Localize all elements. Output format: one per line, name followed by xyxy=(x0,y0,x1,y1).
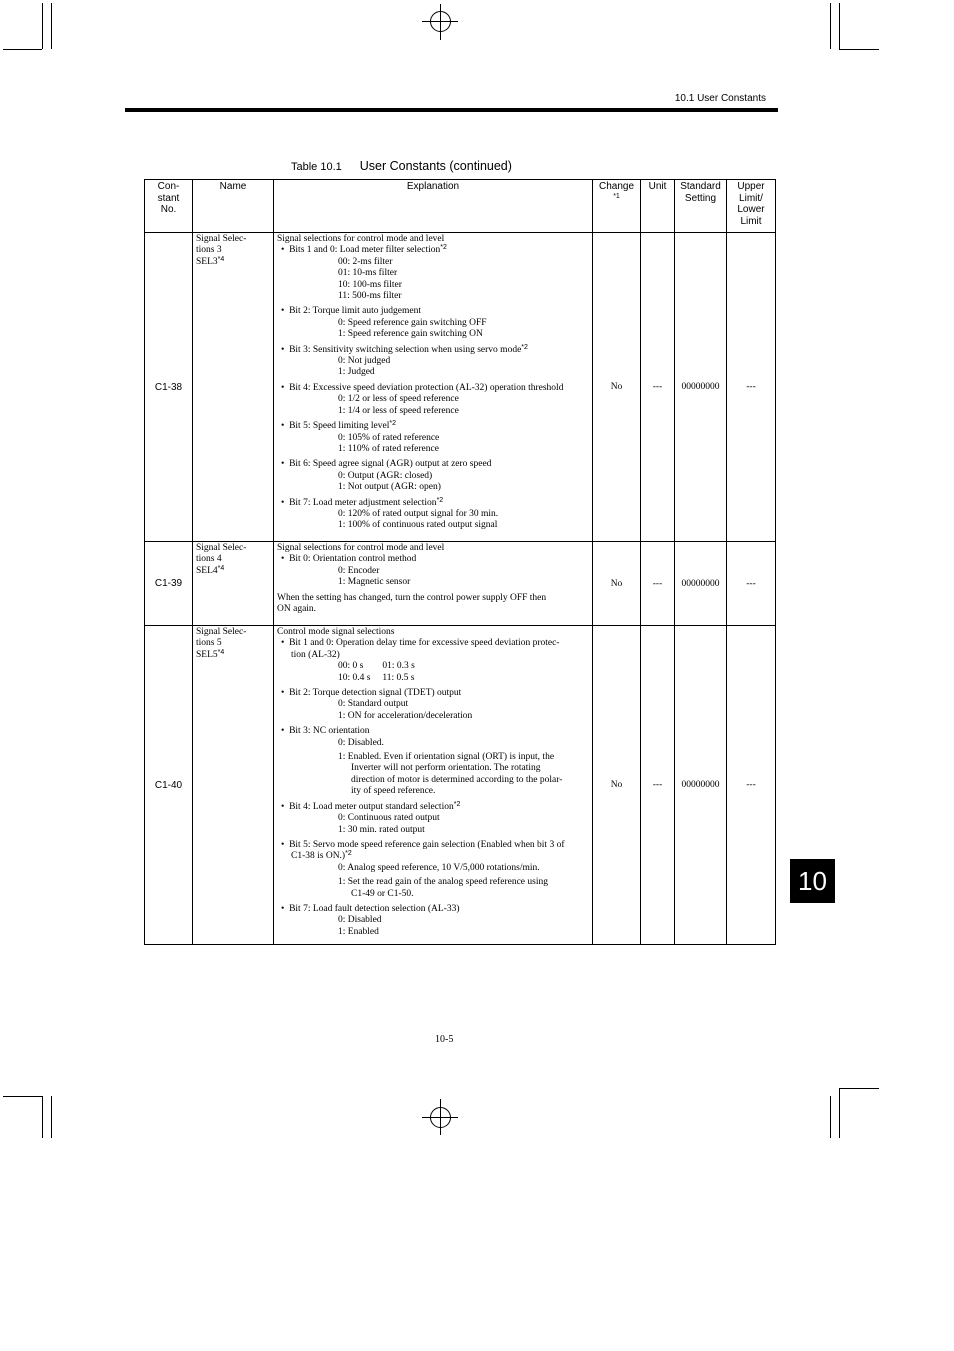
standard-setting-value: 00000000 xyxy=(675,626,727,945)
constant-no: C1-38 xyxy=(145,233,193,542)
header-rule xyxy=(125,108,778,112)
constant-explanation: Signal selections for control mode and level • Bits 1 and 0: Load meter filter selection$^{*2}$ 00: 2-ms filter 01: 10-ms filter 10: 100-ms filter 11: 500-ms filter • Bit 2: Torque limit auto judgement 0: Speed reference gain switching OFF 1: Speed reference gain switching ON • Bit 3: Sensitivity switching selection when using servo mode$^{*2}$ 0: Not judged 1: Judged • Bit 4: Excessive speed deviation protection (AL-32) operation threshold 0: 1/2 or less of speed reference 1: 1/4 or less of speed reference • Bit 5: Speed limiting level$^{*2}$ 0: 105% of rated reference 1: 110% of rated reference • Bit 6: Speed agree signal (AGR) output at zero speed 0: Output (AGR: closed) 1: Not output (AGR: open) • Bit 7: Load meter adjustment selection$^{*2}$ 0: 120% of rated output signal for 30 min. 1: 100% of continuous rated output signal xyxy=(274,233,593,542)
col-header-change: Change *1 xyxy=(593,180,641,233)
unit-value: --- xyxy=(641,626,675,945)
constant-name: Signal Selec- tions 3 SEL3$^{*4}$ xyxy=(193,233,274,542)
col-header-limit: Upper Limit/ Lower Limit xyxy=(727,180,776,233)
table-title: User Constants (continued) xyxy=(359,159,512,173)
constant-no: C1-40 xyxy=(145,626,193,945)
col-header-explanation: Explanation xyxy=(274,180,593,233)
limit-value: --- xyxy=(727,233,776,542)
constant-explanation: Signal selections for control mode and level • Bit 0: Orientation control method 0: Encoder 1: Magnetic sensor When the setting has changed, turn the control power supply OFF then ON again. xyxy=(274,542,593,626)
col-header-standard-setting: Standard Setting xyxy=(675,180,727,233)
limit-value: --- xyxy=(727,626,776,945)
table-row xyxy=(145,542,776,626)
table-row xyxy=(145,626,776,945)
table-caption xyxy=(291,159,512,173)
col-header-unit: Unit xyxy=(641,180,675,233)
constant-no: C1-39 xyxy=(145,542,193,626)
chapter-tab: 10 xyxy=(790,859,835,903)
col-header-name: Name xyxy=(193,180,274,233)
constant-name: Signal Selec- tions 4 SEL4$^{*4}$ xyxy=(193,542,274,626)
table-row xyxy=(145,233,776,542)
unit-value: --- xyxy=(641,233,675,542)
change-value: No xyxy=(593,626,641,945)
col-header-constant-no: Con- stant No. xyxy=(145,180,193,233)
standard-setting-value: 00000000 xyxy=(675,542,727,626)
running-header: 10.1 User Constants xyxy=(674,93,766,104)
limit-value: --- xyxy=(727,542,776,626)
user-constants-table xyxy=(144,179,776,945)
change-value: No xyxy=(593,542,641,626)
constant-explanation: Control mode signal selections • Bit 1 and 0: Operation delay time for excessive speed deviation protec- tion (AL-32) 00: 0 s 01: 0.3 s 10: 0.4 s 11: 0.5 s • Bit 2: Torque detection signal (TDET) output 0: Standard output 1: ON for acceleration/deceleration • Bit 3: NC orientation 0: Disabled. 1: Enabled. Even if orientation signal (ORT) is input, the Inverter will not perform orientation. The rotating direction of motor is determined according to the polar- ity of speed reference. • Bit 4: Load meter output standard selection$^{*2}$ 0: Continuous rated output 1: 30 min. rated output • Bit 5: Servo mode speed reference gain selection (Enabled when bit 3 of C1-38 is ON.)$^{*2}$ 0: Analog speed reference, 10 V/5,000 rotations/min. 1: Set the read gain of the analog speed reference using C1-49 or C1-50. • Bit 7: Load fault detection selection (AL-33) 0: Disabled 1: Enabled xyxy=(274,626,593,945)
unit-value: --- xyxy=(641,542,675,626)
constant-name: Signal Selec- tions 5 SEL5$^{*4}$ xyxy=(193,626,274,945)
change-value: No xyxy=(593,233,641,542)
table-label: Table 10.1 xyxy=(291,161,342,173)
standard-setting-value: 00000000 xyxy=(675,233,727,542)
table-header-row xyxy=(145,180,776,233)
page-number: 10-5 xyxy=(435,1034,454,1045)
